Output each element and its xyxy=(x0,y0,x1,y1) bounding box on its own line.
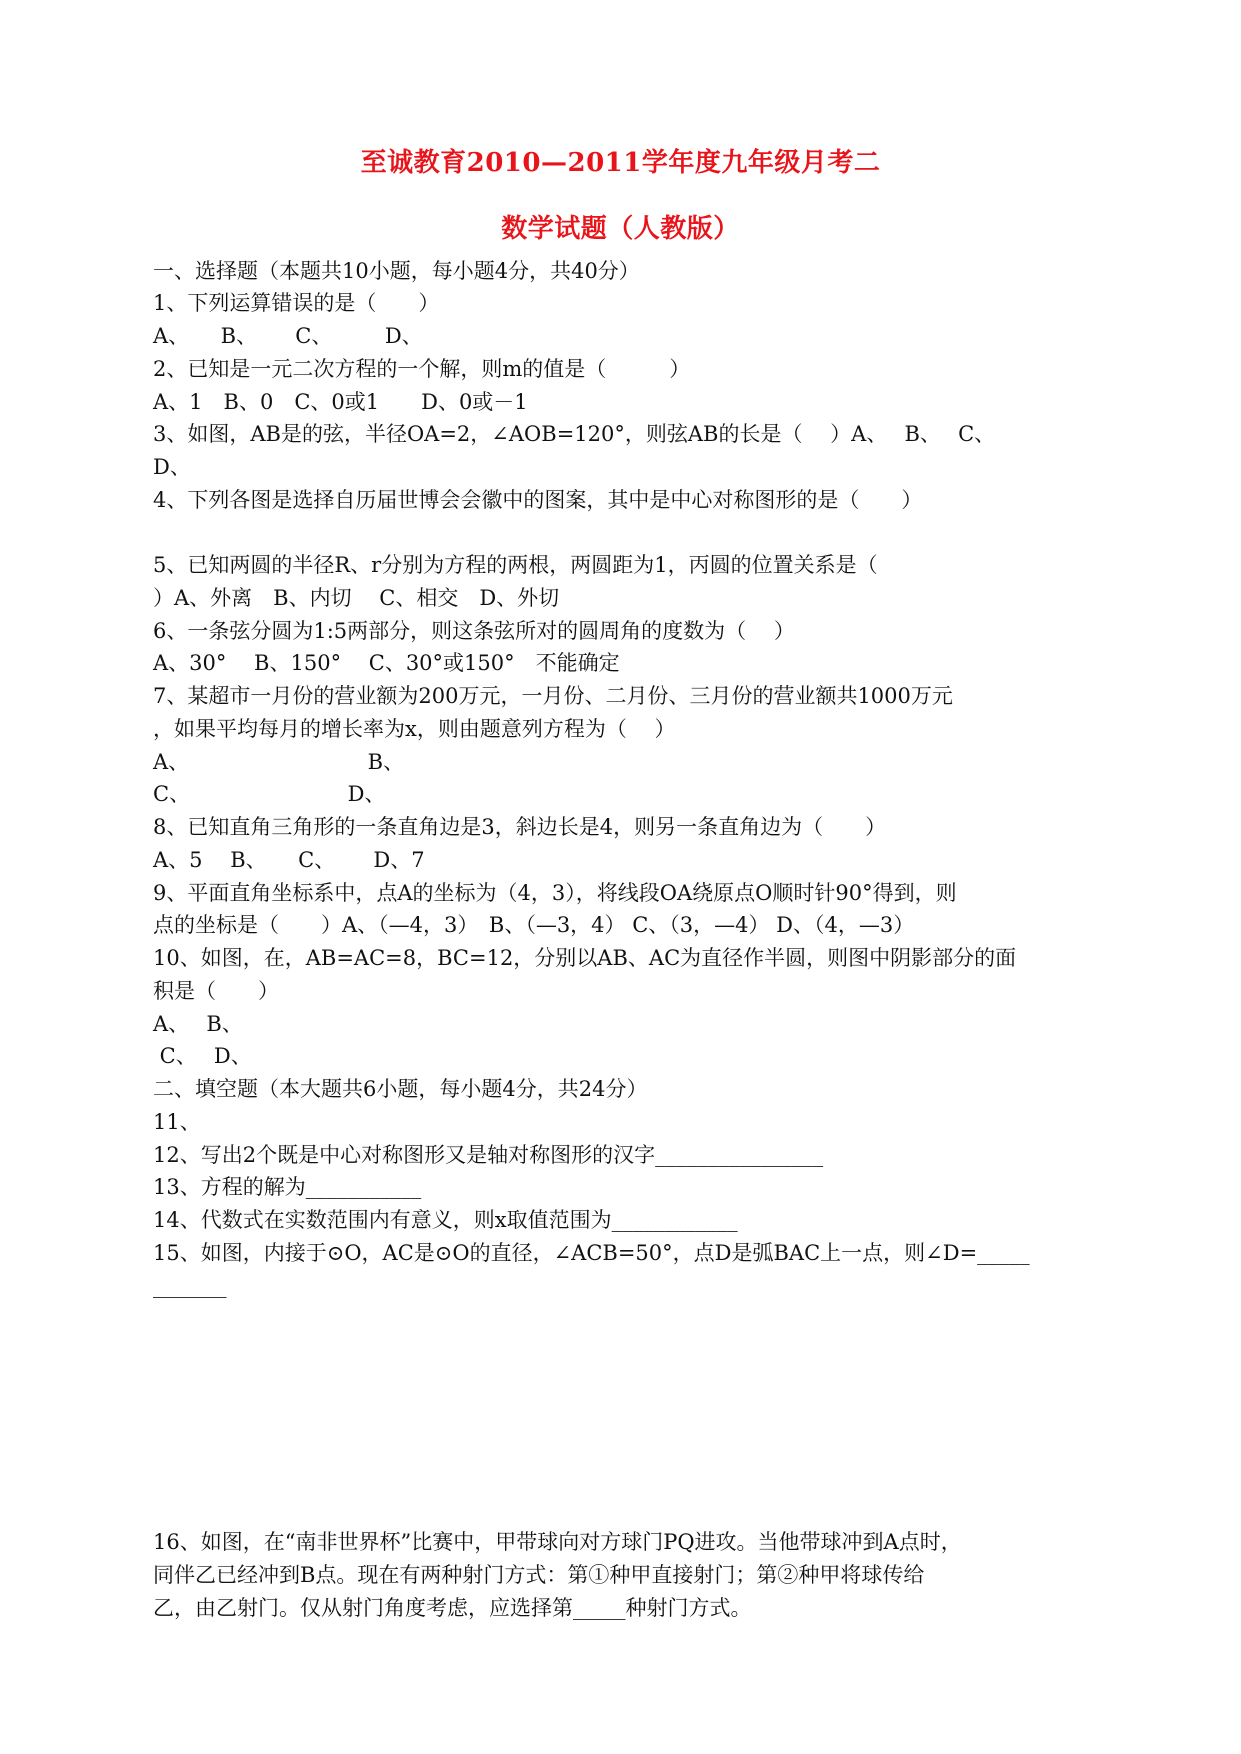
question-5-options: ）A、外离 B、内切 C、相交 D、外切 xyxy=(153,586,560,610)
section-heading-choice: 一、选择题（本题共10小题，每小题4分，共40分） xyxy=(153,259,640,283)
question-2: 2、已知是一元二次方程的一个解，则m的值是（ ） xyxy=(153,357,691,381)
question-2-options: A、1 B、0 C、0或1 D、0或－1 xyxy=(153,390,528,414)
question-6-options: A、30° B、150° C、30°或150° 不能确定 xyxy=(153,651,620,675)
question-10-options-ab: A、 B、 xyxy=(153,1012,243,1036)
question-8-options: A、5 B、 C、 D、7 xyxy=(153,848,425,872)
question-15: 15、如图，内接于⊙O，AC是⊙O的直径，∠ACB=50°，点D是弧BAC上一点，则∠D=_____ xyxy=(153,1241,1030,1265)
question-1-options: A、 B、 C、 D、 xyxy=(153,324,423,348)
question-10-continued: 积是（ ） xyxy=(153,979,279,1003)
question-14: 14、代数式在实数范围内有意义，则x取值范围为____________ xyxy=(153,1208,738,1232)
question-4: 4、下列各图是选择自历届世博会会徽中的图案，其中是中心对称图形的是（ ） xyxy=(153,488,923,512)
question-7-options-cd: C、 D、 xyxy=(153,782,386,806)
question-3-option-d: D、 xyxy=(153,455,191,479)
question-13: 13、方程的解为___________ xyxy=(153,1175,422,1199)
section-heading-fill: 二、填空题（本大题共6小题，每小题4分，共24分） xyxy=(153,1077,648,1101)
question-12: 12、写出2个既是中心对称图形又是轴对称图形的汉字________________ xyxy=(153,1143,824,1167)
question-9: 9、平面直角坐标系中，点A的坐标为（4，3），将线段OA绕原点O顺时针90°得到，则 xyxy=(153,881,957,905)
question-7-options-ab: A、 B、 xyxy=(153,750,405,774)
question-9-continued: 点的坐标是（ ）A、（—4，3） B、（—3，4） C、（3，—4） D、（4，—3） xyxy=(153,913,915,937)
question-5: 5、已知两圆的半径R、r分别为方程的两根，两圆距为1，丙圆的位置关系是（ xyxy=(153,553,878,577)
question-16-continued-2: 乙，由乙射门。仅从射门角度考虑，应选择第_____种射门方式。 xyxy=(153,1596,752,1620)
question-1: 1、下列运算错误的是（ ） xyxy=(153,291,440,315)
question-11: 11、 xyxy=(153,1110,201,1134)
question-16: 16、如图，在“南非世界杯”比赛中，甲带球向对方球门PQ进攻。当他带球冲到A点时， xyxy=(153,1530,962,1554)
question-3: 3、如图，AB是的弦，半径OA=2，∠AOB=120°，则弦AB的长是（ ）A、 B、 C、 xyxy=(153,422,996,446)
exam-title: 至诚教育2010—2011学年度九年级月考二 xyxy=(360,148,881,178)
question-7: 7、某超市一月份的营业额为200万元，一月份、二月份、三月份的营业额共1000万元 xyxy=(153,684,953,708)
question-6: 6、一条弦分圆为1:5两部分，则这条弦所对的圆周角的度数为（ ） xyxy=(153,619,795,643)
question-15-blank-continued: _______ xyxy=(153,1274,227,1298)
exam-subtitle: 数学试题（人教版） xyxy=(501,214,740,244)
question-7-continued: ，如果平均每月的增长率为x，则由题意列方程为（ ） xyxy=(153,717,676,741)
question-10: 10、如图，在，AB=AC=8，BC=12，分别以AB、AC为直径作半圆，则图中阴影部分的面 xyxy=(153,946,1017,970)
question-8: 8、已知直角三角形的一条直角边是3，斜边长是4，则另一条直角边为（ ） xyxy=(153,815,887,839)
question-10-options-cd: C、 D、 xyxy=(153,1044,252,1068)
question-16-continued-1: 同伴乙已经冲到B点。现在有两种射门方式：第①种甲直接射门；第②种甲将球传给 xyxy=(153,1563,925,1587)
